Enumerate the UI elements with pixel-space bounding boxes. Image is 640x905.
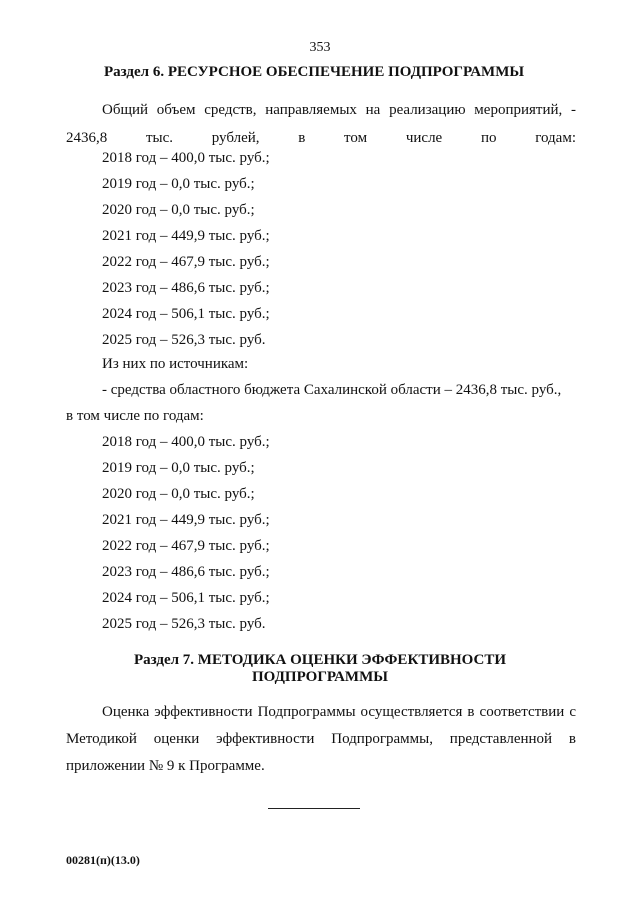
list-item: 2019 год – 0,0 тыс. руб.; xyxy=(102,176,255,192)
list-item: 2024 год – 506,1 тыс. руб.; xyxy=(102,306,270,322)
list-item: 2025 год – 526,3 тыс. руб. xyxy=(102,616,266,632)
list-item: 2023 год – 486,6 тыс. руб.; xyxy=(102,564,270,580)
list-item: 2021 год – 449,9 тыс. руб.; xyxy=(102,512,270,528)
section-6-intro: Общий объем средств, направляемых на реализацию мероприятий, - 2436,8 тыс. рублей, в том числе по годам: xyxy=(66,102,576,146)
list-item: 2025 год – 526,3 тыс. руб. xyxy=(102,332,266,348)
section-7-title xyxy=(0,652,640,686)
section-7-title-line2: ПОДПРОГРАММЫ xyxy=(252,669,388,685)
list-item: 2024 год – 506,1 тыс. руб.; xyxy=(102,590,270,606)
list-item: 2021 год – 449,9 тыс. руб.; xyxy=(102,228,270,244)
sources-label: Из них по источникам: xyxy=(102,356,249,372)
separator-line xyxy=(268,808,360,809)
list-item: 2023 год – 486,6 тыс. руб.; xyxy=(102,280,270,296)
list-item: 2019 год – 0,0 тыс. руб.; xyxy=(102,460,255,476)
section-7-title-line1: Раздел 7. МЕТОДИКА ОЦЕНКИ ЭФФЕКТИВНОСТИ xyxy=(133,652,507,668)
regional-budget-line-cont: в том числе по годам: xyxy=(66,408,204,424)
list-item: 2020 год – 0,0 тыс. руб.; xyxy=(102,202,255,218)
section-6-title: Раздел 6. РЕСУРСНОЕ ОБЕСПЕЧЕНИЕ ПОДПРОГРАММЫ xyxy=(104,64,525,80)
page-number: 353 xyxy=(309,40,331,55)
list-item: 2018 год – 400,0 тыс. руб.; xyxy=(102,150,270,166)
list-item: 2020 год – 0,0 тыс. руб.; xyxy=(102,486,255,502)
list-item: 2022 год – 467,9 тыс. руб.; xyxy=(102,538,270,554)
section-7-text: Оценка эффективности Подпрограммы осуществляется в соответствии с Методикой оценки эффективности Подпрограммы, представленной в приложении № 9 к Программе. xyxy=(66,704,576,774)
list-item: 2022 год – 467,9 тыс. руб.; xyxy=(102,254,270,270)
document-code: 00281(п)(13.0) xyxy=(66,853,140,867)
regional-budget-line: - средства областного бюджета Сахалинской области – 2436,8 тыс. руб., xyxy=(102,382,562,398)
list-item: 2018 год – 400,0 тыс. руб.; xyxy=(102,434,270,450)
